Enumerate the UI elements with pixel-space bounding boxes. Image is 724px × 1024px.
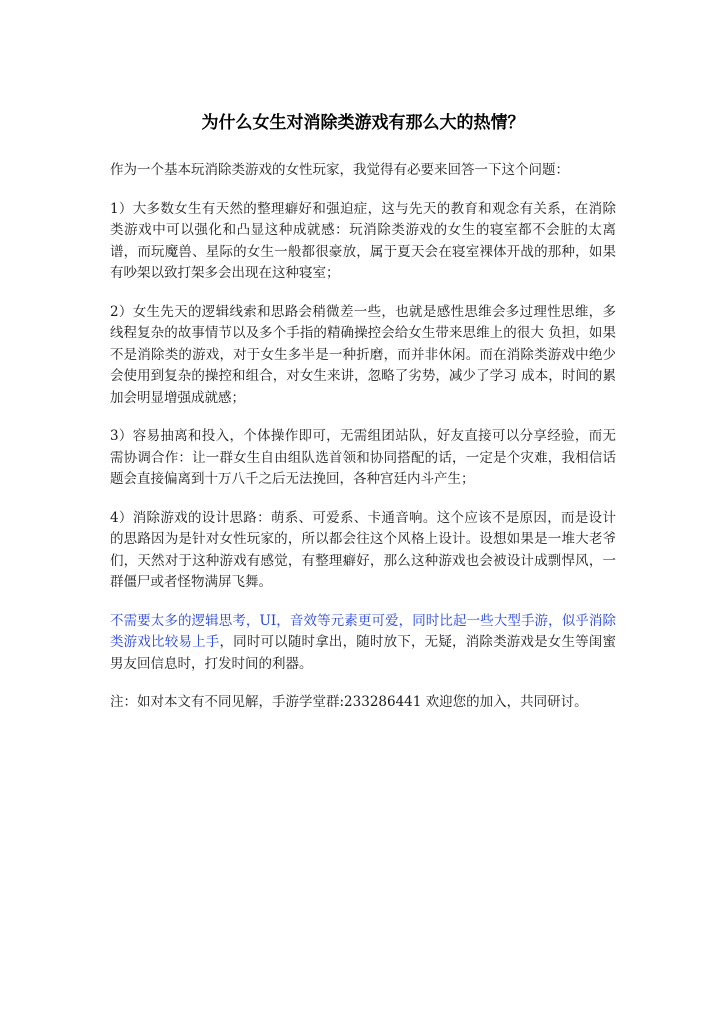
note-paragraph: 注：如对本文有不同见解，手游学堂群:233286441 欢迎您的加入，共同研讨。 — [110, 694, 588, 710]
point-paragraph-1: 1）大多数女生有天然的整理癖好和强迫症，这与先天的教育和观念有关系，在消除类游戏中可以强化和凸显这种成就感：玩消除类游戏的女生的寝室都不会脏的太离谱，而玩魔兽、星际的女生一般都很豪放，属于夏天会在寝室裸体开战的那种，如果有吵架以致打架多会出现在这种寝室； — [110, 200, 616, 281]
point-paragraph-4: 4）消除游戏的设计思路：萌系、可爱系、卡通音响。这个应该不是原因，而是设计的思路因为是针对女性玩家的，所以都会往这个风格上设计。设想如果是一堆大老爷们，天然对于这种游戏有感觉，有整理癖好，那么这种游戏也会被设计成剽悍风，一群僵尸或者怪物满屏飞舞。 — [110, 509, 616, 590]
document-title: 为什么女生对消除类游戏有那么大的热情？ — [201, 113, 525, 133]
conclusion-highlight: 不需要太多的逻辑思考，UI，音效等元素更可爱，同时比起一些大型手游，似乎消除类游戏比较易上手 — [110, 612, 616, 650]
point-paragraph-2: 2）女生先天的逻辑线索和思路会稍微差一些，也就是感性思维会多过理性思维，多线程复杂的故事情节以及多个手指的精确操控会给女生带来思维上的很大 负担，如果不是消除类的游戏，对于女生多半是一种折磨，而并非休闲。而在消除类游戏中绝少会使用到复杂的操控和组合，对女生来讲，忽略了劣势，减少了学习 成本，时间的累加会明显增强成就感； — [110, 303, 616, 406]
point-paragraph-3: 3）容易抽离和投入，个体操作即可，无需组团站队，好友直接可以分享经验，而无需协调合作：让一群女生自由组队选首领和协同搭配的话，一定是个灾难，我相信话题会直接偏离到十万八千之后无法挽回，各种宫廷内斗产生； — [110, 428, 616, 487]
document-body — [110, 110, 616, 731]
conclusion-paragraph — [110, 611, 616, 676]
intro-paragraph: 作为一个基本玩消除类游戏的女性玩家，我觉得有必要来回答一下这个问题： — [110, 162, 569, 178]
conclusion-rest: ，同时可以随时拿出，随时放下，无疑，消除类游戏是女生等闺蜜男友回信息时，打发时间的利器。 — [110, 634, 617, 672]
